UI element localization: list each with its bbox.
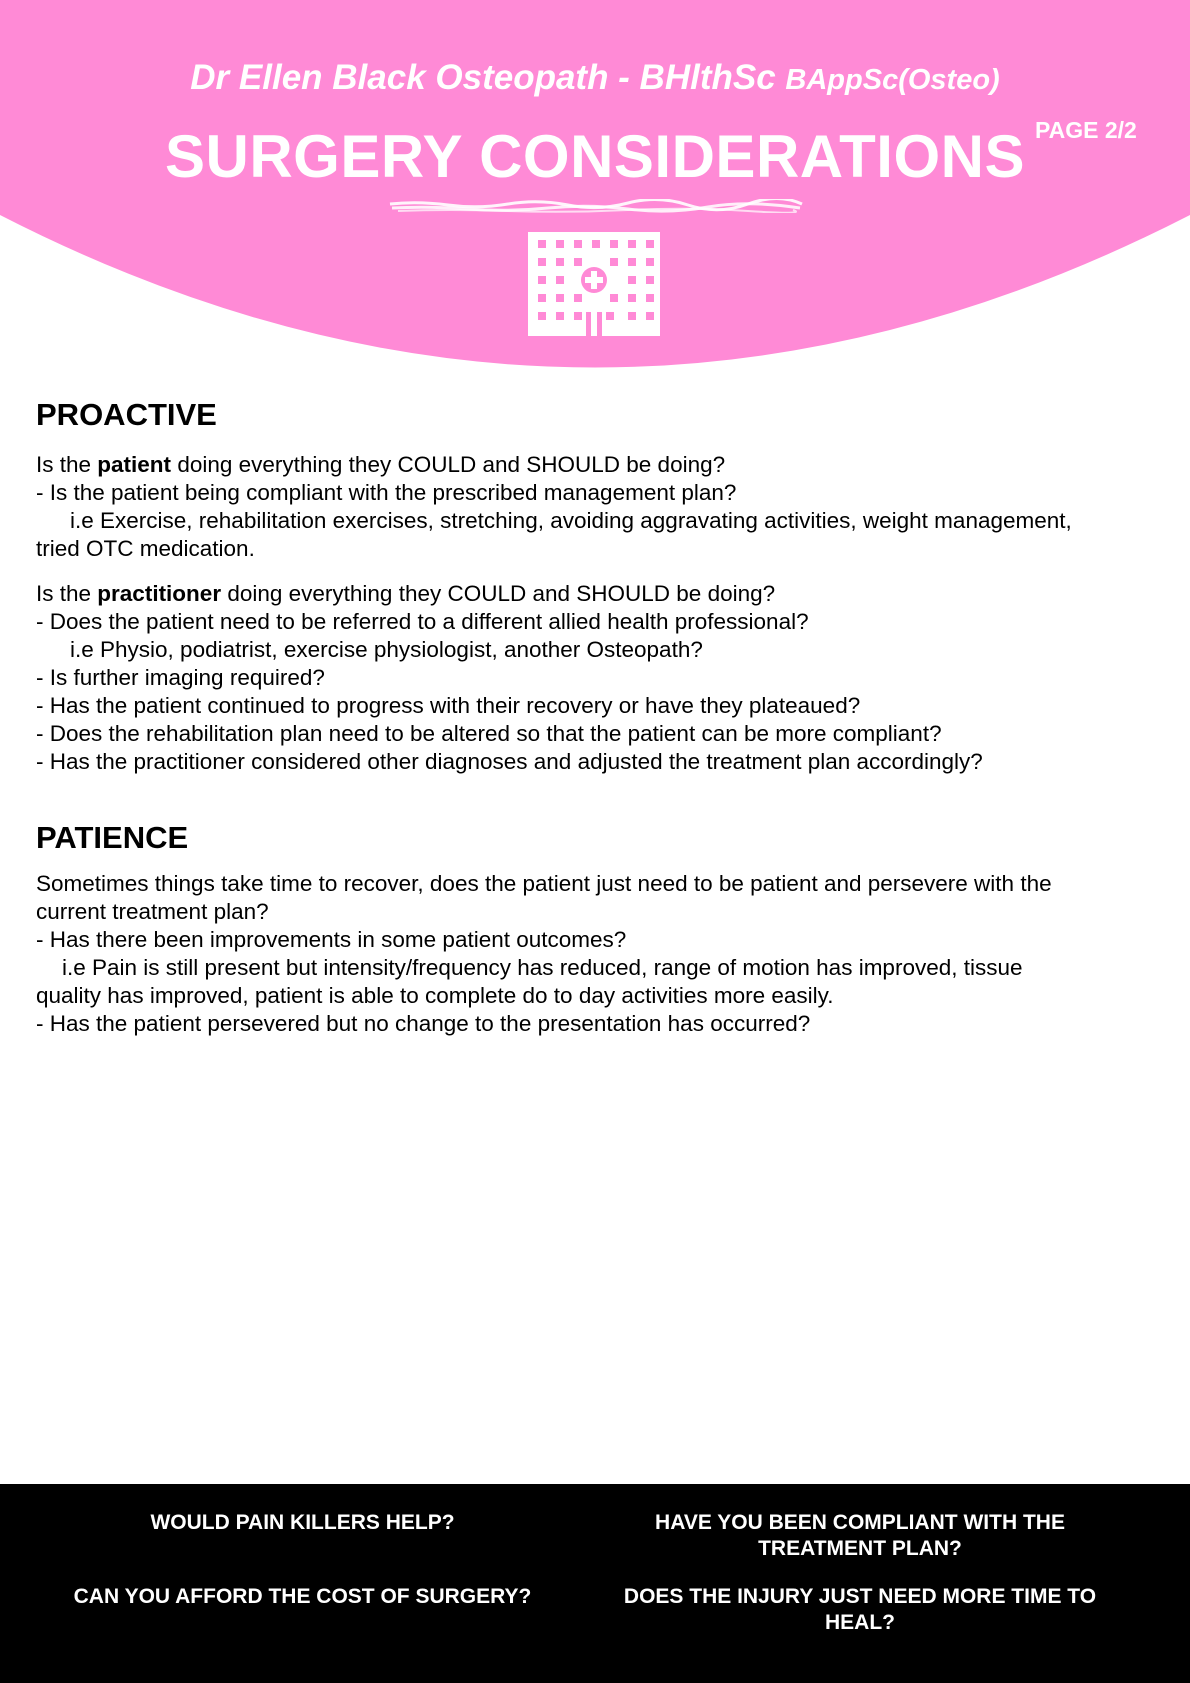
list-item: - Has there been improvements in some patient outcomes?	[36, 927, 627, 952]
list-item: - Has the practitioner considered other diagnoses and adjusted the treatment plan accordingly?	[36, 749, 983, 774]
patience-example-cont: quality has improved, patient is able to complete do to day activities more easily.	[36, 983, 834, 1008]
practitioner-example: i.e Physio, podiatrist, exercise physiologist, another Osteopath?	[70, 637, 703, 662]
patience-intro-cont: current treatment plan?	[36, 899, 269, 924]
author-credentials	[0, 58, 1190, 98]
patient-question: Is the patient doing everything they COULD and SHOULD be doing?	[36, 452, 726, 477]
list-item: - Has the patient continued to progress with their recovery or have they plateaued?	[36, 693, 861, 718]
author-name: Dr Ellen Black Osteopath - BHlthSc	[190, 58, 776, 97]
footer-question-painkillers: WOULD PAIN KILLERS HELP?	[150, 1511, 455, 1534]
footer-questions	[0, 1484, 1190, 1683]
list-item: - Does the rehabilitation plan need to be altered so that the patient can be more compliant?	[36, 721, 942, 746]
scribble-divider	[388, 199, 804, 213]
page-number: PAGE 2/2	[1035, 117, 1137, 143]
proactive-heading: PROACTIVE	[36, 397, 217, 432]
list-item: - Is further imaging required?	[36, 665, 325, 690]
list-item: - Is the patient being compliant with the prescribed management plan?	[36, 480, 737, 505]
footer-question-compliance: HAVE YOU BEEN COMPLIANT WITH THE TREATMENT PLAN?	[655, 1511, 1065, 1560]
list-item: - Does the patient need to be referred to a different allied health professional?	[36, 609, 809, 634]
author-degree: BAppSc(Osteo)	[785, 64, 1000, 96]
patience-intro: Sometimes things take time to recover, does the patient just need to be patient and persevere with the	[36, 871, 1052, 896]
patient-example-cont: tried OTC medication.	[36, 536, 255, 561]
footer-question-time: DOES THE INJURY JUST NEED MORE TIME TO HEAL?	[623, 1585, 1097, 1634]
patient-example: i.e Exercise, rehabilitation exercises, stretching, avoiding aggravating activities, weight management,	[70, 508, 1072, 533]
page-title: SURGERY CONSIDERATIONS	[165, 123, 1025, 190]
patience-example: i.e Pain is still present but intensity/frequency has reduced, range of motion has improved, tissue	[62, 955, 1023, 980]
list-item: - Has the patient persevered but no change to the presentation has occurred?	[36, 1011, 811, 1036]
hospital-icon	[528, 232, 660, 336]
practitioner-question: Is the practitioner doing everything they COULD and SHOULD be doing?	[36, 581, 776, 606]
main-content	[36, 395, 1156, 1038]
patience-heading: PATIENCE	[36, 820, 189, 855]
footer-question-cost: CAN YOU AFFORD THE COST OF SURGERY?	[73, 1585, 532, 1608]
